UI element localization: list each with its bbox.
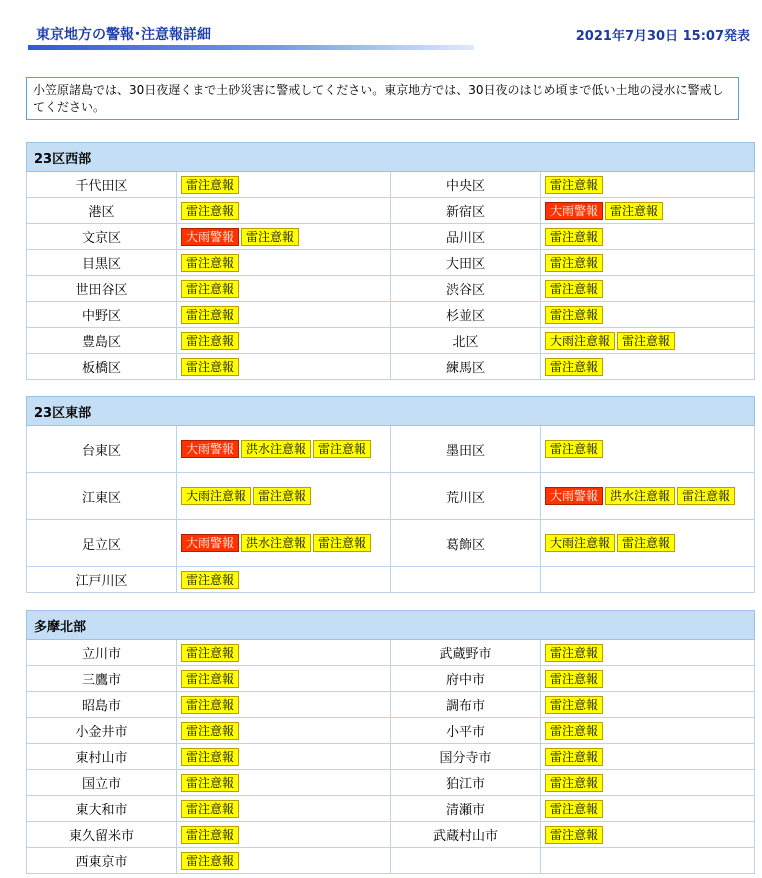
alert-cell [177,172,391,198]
area-name: 小金井市 [27,718,177,744]
area-name: 中央区 [391,172,541,198]
warning-badge: 大雨警報 [181,440,239,458]
region-header: 23区西部 [27,143,755,172]
alert-cell [177,848,391,874]
alert-cell [177,567,391,593]
alert-cell [177,666,391,692]
area-name: 東村山市 [27,744,177,770]
area-name: 西東京市 [27,848,177,874]
alert-cell [177,426,391,473]
alert-cell [541,770,755,796]
area-name: 台東区 [27,426,177,473]
warning-badge: 大雨警報 [545,202,603,220]
region-table [26,142,755,380]
advisory-badge: 大雨注意報 [181,487,251,505]
advisory-badge: 雷注意報 [253,487,311,505]
advisory-badge: 雷注意報 [181,670,239,688]
area-name: 中野区 [27,302,177,328]
alert-cell [541,718,755,744]
warning-badge: 大雨警報 [181,228,239,246]
alert-cell [177,276,391,302]
alert-cell [177,822,391,848]
area-name: 江東区 [27,473,177,520]
alert-cell [541,276,755,302]
area-name [391,567,541,593]
area-name: 小平市 [391,718,541,744]
advisory-badge: 雷注意報 [617,534,675,552]
area-name: 三鷹市 [27,666,177,692]
advisory-badge: 雷注意報 [617,332,675,350]
region-table [26,610,755,874]
advisory-badge: 雷注意報 [545,670,603,688]
area-name: 品川区 [391,224,541,250]
area-name: 国分寺市 [391,744,541,770]
alert-cell [541,640,755,666]
alert-cell [541,426,755,473]
advisory-badge: 雷注意報 [605,202,663,220]
area-name: 清瀬市 [391,796,541,822]
area-name: 北区 [391,328,541,354]
alert-cell [541,198,755,224]
alert-cell [541,848,755,874]
advisory-badge: 雷注意報 [545,826,603,844]
table-row [27,328,755,354]
area-name: 荒川区 [391,473,541,520]
table-row [27,770,755,796]
alert-cell [177,328,391,354]
advisory-badge: 雷注意報 [181,280,239,298]
alert-cell [541,224,755,250]
area-name: 昭島市 [27,692,177,718]
alert-cell [541,567,755,593]
advisory-badge: 雷注意報 [181,774,239,792]
advisory-badge: 雷注意報 [181,254,239,272]
advisory-badge: 雷注意報 [181,722,239,740]
advisory-badge: 雷注意報 [313,440,371,458]
advisory-badge: 雷注意報 [545,696,603,714]
area-name: 武蔵野市 [391,640,541,666]
advisory-badge: 雷注意報 [545,228,603,246]
table-row [27,198,755,224]
advisory-badge: 雷注意報 [677,487,735,505]
advisory-badge: 雷注意報 [181,826,239,844]
area-name: 国立市 [27,770,177,796]
title-underline [28,45,474,50]
advisory-badge: 雷注意報 [181,748,239,766]
alert-cell [177,224,391,250]
alert-cell [541,250,755,276]
table-row [27,666,755,692]
region-section-tama-north [26,610,754,874]
table-row [27,796,755,822]
alert-cell [177,354,391,380]
area-name: 江戸川区 [27,567,177,593]
advisory-badge: 雷注意報 [241,228,299,246]
area-name [391,848,541,874]
area-name: 世田谷区 [27,276,177,302]
warning-badge: 大雨警報 [545,487,603,505]
advisory-badge: 雷注意報 [545,774,603,792]
alert-cell [541,328,755,354]
advisory-badge: 雷注意報 [181,644,239,662]
alert-cell [177,302,391,328]
advisory-badge: 雷注意報 [545,306,603,324]
page-header [0,0,762,60]
table-row [27,744,755,770]
area-name: 府中市 [391,666,541,692]
advisory-badge: 雷注意報 [181,332,239,350]
region-header: 23区東部 [27,397,755,426]
advisory-badge: 雷注意報 [181,696,239,714]
table-row [27,718,755,744]
alert-cell [541,172,755,198]
table-row [27,848,755,874]
area-name: 東久留米市 [27,822,177,848]
alert-cell [541,822,755,848]
alert-cell [541,520,755,567]
area-name: 板橋区 [27,354,177,380]
table-row [27,567,755,593]
advisory-badge: 雷注意報 [313,534,371,552]
advisory-badge: 雷注意報 [181,358,239,376]
region-table [26,396,755,593]
area-name: 足立区 [27,520,177,567]
alert-cell [177,640,391,666]
area-name: 武蔵村山市 [391,822,541,848]
area-name: 渋谷区 [391,276,541,302]
advisory-badge: 雷注意報 [545,254,603,272]
alert-cell [541,796,755,822]
alert-cell [177,198,391,224]
table-row [27,224,755,250]
area-name: 目黒区 [27,250,177,276]
table-row [27,426,755,473]
alert-cell [177,520,391,567]
advisory-badge: 雷注意報 [181,800,239,818]
advisory-badge: 洪水注意報 [241,534,311,552]
region-section-23ku-east [26,396,754,593]
alert-cell [177,692,391,718]
advisory-badge: 雷注意報 [545,748,603,766]
advisory-badge: 雷注意報 [181,852,239,870]
advisory-badge: 雷注意報 [545,644,603,662]
area-name: 文京区 [27,224,177,250]
advisory-badge: 洪水注意報 [605,487,675,505]
warning-badge: 大雨警報 [181,534,239,552]
advisory-badge: 洪水注意報 [241,440,311,458]
area-name: 新宿区 [391,198,541,224]
advisory-badge: 雷注意報 [181,306,239,324]
issued-timestamp: 2021年7月30日 15:07発表 [575,29,750,44]
advisory-badge: 雷注意報 [181,176,239,194]
alert-cell [541,473,755,520]
area-name: 葛飾区 [391,520,541,567]
advisory-badge: 雷注意報 [545,800,603,818]
advisory-badge: 大雨注意報 [545,332,615,350]
area-name: 練馬区 [391,354,541,380]
region-section-23ku-west [26,142,754,380]
table-row [27,473,755,520]
advisory-badge: 雷注意報 [181,202,239,220]
advisory-badge: 雷注意報 [545,358,603,376]
alert-cell [177,473,391,520]
advisory-badge: 雷注意報 [181,571,239,589]
alert-cell [177,744,391,770]
alert-cell [177,770,391,796]
region-header: 多摩北部 [27,611,755,640]
alert-cell [177,250,391,276]
area-name: 東大和市 [27,796,177,822]
alert-cell [541,354,755,380]
table-row [27,692,755,718]
alert-cell [177,718,391,744]
table-row [27,354,755,380]
advisory-badge: 雷注意報 [545,440,603,458]
table-row [27,276,755,302]
area-name: 立川市 [27,640,177,666]
advisory-badge: 大雨注意報 [545,534,615,552]
summary-message: 小笠原諸島では、30日夜遅くまで土砂災害に警戒してください。東京地方では、30日夜のはじめ頃まで低い土地の浸水に警戒してください。 [26,77,739,120]
alert-cell [541,666,755,692]
table-row [27,250,755,276]
alert-cell [541,692,755,718]
advisory-badge: 雷注意報 [545,722,603,740]
table-row [27,822,755,848]
area-name: 墨田区 [391,426,541,473]
area-name: 杉並区 [391,302,541,328]
alert-cell [541,744,755,770]
table-row [27,520,755,567]
area-name: 港区 [27,198,177,224]
area-name: 調布市 [391,692,541,718]
alert-cell [541,302,755,328]
advisory-badge: 雷注意報 [545,280,603,298]
table-row [27,302,755,328]
area-name: 千代田区 [27,172,177,198]
area-name: 狛江市 [391,770,541,796]
page-title: 東京地方の警報･注意報詳細 [36,27,211,43]
alert-cell [177,796,391,822]
area-name: 大田区 [391,250,541,276]
advisory-badge: 雷注意報 [545,176,603,194]
area-name: 豊島区 [27,328,177,354]
table-row [27,172,755,198]
table-row [27,640,755,666]
